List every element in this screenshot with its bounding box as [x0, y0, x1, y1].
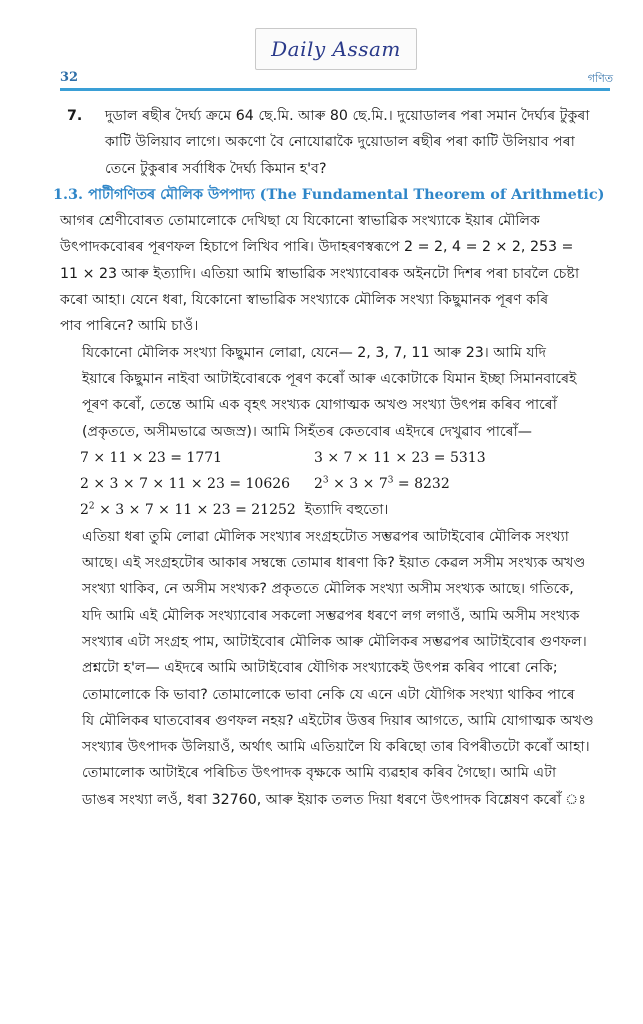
- eq-suffix: ইত্যাদি বহুতো।: [304, 502, 389, 519]
- text-line: এতিয়া ধৰা তুমি লোৱা মৌলিক সংখ্যাৰ সংগ্ৰহটোত সম্ভৱপৰ আটাইবোৰ মৌলিক সংখ্যা: [82, 528, 569, 545]
- exponent: 3: [387, 475, 394, 486]
- text-line: 11 × 23 আৰু ইত্যাদি। এতিয়া আমি স্বাভাৱিক সংখ্যাবোৰক অইনটো দিশৰ পৰা চাবলৈ চেষ্টা: [60, 265, 580, 282]
- equation-row: [60, 497, 610, 523]
- text-line: পূৰণ কৰোঁ, তেন্তে আমি এক বৃহৎ সংখ্যক যোগাত্মক অখণ্ড সংখ্যা উৎপন্ন কৰিব পাৰোঁ: [82, 397, 557, 414]
- text-line: পাব পাৰিনে? আমি চাওঁ।: [60, 318, 199, 335]
- text-line: সংখ্যাৰ উৎপাদক উলিয়াওঁ, অৰ্থাৎ আমি এতিয়ালৈ যি কৰিছো তাৰ বিপৰীতটো কৰোঁ আহা।: [82, 739, 590, 756]
- question-text: [105, 103, 610, 182]
- text-line: তোমালোক আটাইৰে পৰিচিত উৎপাদক বৃক্ষকে আমি ব্যৱহাৰ কৰিব গৈছো। আমি এটা: [82, 765, 557, 782]
- paragraph-intro: [60, 208, 610, 339]
- equation: 2 × 3 × 7 × 11 × 23 = 10626: [80, 476, 291, 493]
- question-number: 7.: [67, 108, 83, 124]
- section-title-assamese: পাটীগণিতৰ মৌলিক উপপাদ্য: [88, 186, 255, 203]
- text-line: সংখ্যাৰ এটা সংগ্ৰহ পাম, আটাইবোৰ মৌলিক আৰু মৌলিকৰ সম্ভৱপৰ আটাইবোৰ গুণফল।: [82, 633, 587, 650]
- exponent: 2: [88, 501, 95, 512]
- text-line: ডাঙৰ সংখ্যা লওঁ, ধৰা 32760, আৰু ইয়াক তলত দিয়া ধৰণে উৎপাদক বিশ্লেষণ কৰোঁ ঃ: [82, 791, 586, 808]
- paragraph-collection: [60, 524, 610, 761]
- section-title-english: (The Fundamental Theorem of Arithmetic): [259, 185, 605, 203]
- text-line: আছে। এই সংগ্ৰহটোৰ আকাৰ সম্বন্ধে তোমাৰ ধাৰণা কি? ইয়াত কেৱল সসীম সংখ্যক অখণ্ড: [82, 555, 586, 572]
- paragraph-factor-tree: [60, 760, 610, 813]
- text-line: (প্ৰকৃততে, অসীমভাৱে অজস্ৰ)। আমি সিহঁতৰ কেতবোৰ এইদৰে দেখুৱাব পাৰোঁ—: [82, 423, 532, 440]
- eq-term: = 8232: [393, 476, 450, 493]
- page-body: [53, 103, 610, 813]
- running-header-subject: গণিত: [587, 72, 613, 85]
- text-line: কৰো আহা। যেনে ধৰা, যিকোনো স্বাভাৱিক সংখ্যাকে মৌলিক সংখ্যা কিছুমানক পূৰণ কৰি: [60, 292, 549, 309]
- question-line: কাটি উলিয়াব লাগে। অকণো বৈ নোযোৱাকৈ দুয়োডাল ৰছীৰ পৰা কাটি উলিয়াব পৰা: [105, 134, 575, 151]
- text-line: উৎপাদকবোৰৰ পূৰণফল হিচাপে লিখিব পাৰি। উদাহৰণস্বৰূপে 2 = 2, 4 = 2 × 2, 253 =: [60, 239, 574, 256]
- text-line: যিকোনো মৌলিক সংখ্যা কিছুমান লোৱা, যেনে— 2, 3, 7, 11 আৰু 23। আমি যদি: [82, 344, 547, 361]
- section-number: 1.3.: [53, 185, 84, 203]
- equation-block: [60, 445, 610, 524]
- text-line: সংখ্যা থাকিব, নে অসীম সংখ্যক? প্ৰকৃততে মৌলিক সংখ্যা অসীম সংখ্যক আছে। গতিকে,: [82, 581, 574, 598]
- eq-term: 2: [80, 502, 89, 519]
- page-number: 32: [60, 70, 79, 85]
- eq-term: × 3 × 7: [328, 476, 388, 493]
- text-line: তোমালোকে কি ভাবা? তোমালোকে ভাবা নেকি যে এনে এটা যৌগিক সংখ্যা থাকিব পাৰে: [82, 686, 575, 703]
- equation: [80, 497, 388, 523]
- eq-term: 2: [314, 476, 323, 493]
- question-line: তেনে টুকুৰাৰ সৰ্বাধিক দৈৰ্ঘ্য কিমান হ'ব?: [105, 160, 327, 177]
- eq-term: × 3 × 7 × 11 × 23 = 21252: [94, 502, 296, 519]
- equation: 3 × 7 × 11 × 23 = 5313: [314, 449, 486, 466]
- section-heading: [53, 182, 610, 208]
- equation: 7 × 11 × 23 = 1771: [80, 449, 223, 466]
- equation-row: [60, 445, 610, 471]
- exercise-question: [60, 103, 610, 182]
- text-line: প্ৰশ্নটো হ'ল— এইদৰে আমি আটাইবোৰ যৌগিক সংখ্যাকেই উৎপন্ন কৰিব পাৰো নেকি;: [82, 660, 558, 677]
- exponent: 3: [322, 475, 329, 486]
- equation-row: [60, 471, 610, 497]
- text-line: যদি আমি এই মৌলিক সংখ্যাবোৰ সকলো সম্ভৱপৰ ধৰণে লগ লগাওঁ, আমি অসীম সংখ্যক: [82, 607, 580, 624]
- text-line: যি মৌলিকৰ ঘাতবোৰৰ গুণফল নহয়? এইটোৰ উত্তৰ দিয়াৰ আগতে, আমি যোগাত্মক অখণ্ড: [82, 712, 594, 729]
- text-line: ইয়াৰে কিছুমান নাইবা আটাইবোৰকে পূৰণ কৰোঁ আৰু একোটাকে যিমান ইচ্ছা সিমানবাৰেই: [82, 370, 577, 387]
- paragraph-primes: [60, 340, 610, 445]
- equation: [314, 471, 610, 497]
- text-line: আগৰ শ্ৰেণীবোৰত তোমালোকে দেখিছা যে যিকোনো স্বাভাৱিক সংখ্যাকে ইয়াৰ মৌলিক: [60, 213, 540, 230]
- question-line: দুডাল ৰছীৰ দৈৰ্ঘ্য ক্ৰমে 64 ছে.মি. আৰু 80 ছে.মি.। দুয়োডালৰ পৰা সমান দৈৰ্ঘ্যৰ টুকুৰা: [105, 108, 590, 124]
- watermark: Daily Assam: [255, 28, 417, 70]
- header-rule: [60, 88, 610, 91]
